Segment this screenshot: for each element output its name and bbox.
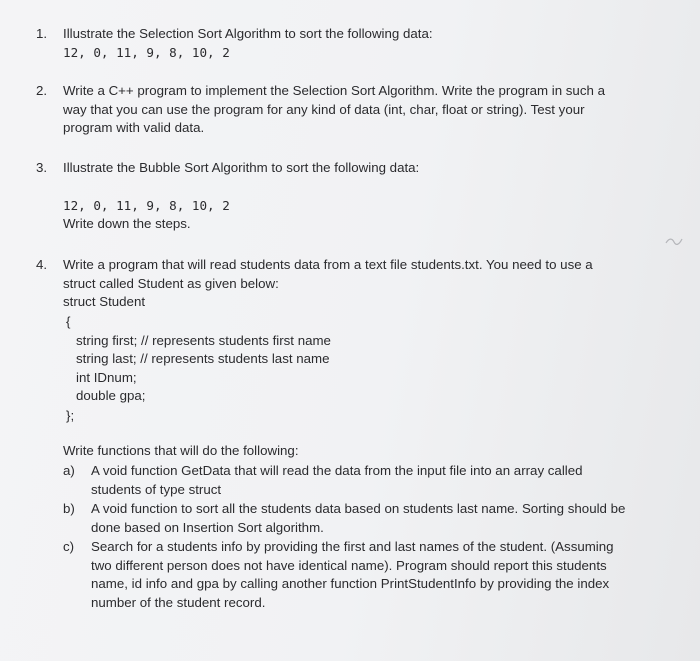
question-line: program with valid data.	[63, 120, 205, 135]
code-line: string last; // represents students last name	[76, 351, 330, 366]
pen-mark	[665, 236, 683, 246]
subitem-line: done based on Insertion Sort algorithm.	[91, 519, 324, 535]
code-line: };	[66, 408, 75, 423]
sort-data: 12, 0, 11, 9, 8, 10, 2	[63, 197, 230, 213]
subitem-line: number of the student record.	[91, 594, 266, 610]
question-number: 2.	[36, 83, 48, 98]
subitem-label: c)	[63, 539, 75, 554]
question-number: 4.	[36, 257, 48, 272]
question-text: Illustrate the Selection Sort Algorithm to sort the following data:	[63, 26, 433, 41]
code-line: {	[66, 314, 71, 329]
code-line: int IDnum;	[76, 369, 137, 385]
question-line: Write a C++ program to implement the Selection Sort Algorithm. Write the program in such a	[63, 83, 605, 98]
code-line: double gpa;	[76, 388, 146, 403]
question-line: struct called Student as given below:	[63, 275, 279, 291]
question-line: struct Student	[63, 294, 146, 309]
question-number: 1.	[36, 26, 48, 41]
subitem-line: students of type struct	[91, 481, 222, 497]
question-text: Illustrate the Bubble Sort Algorithm to sort the following data:	[63, 160, 420, 175]
code-line: string first; // represents students first name	[76, 332, 331, 348]
functions-intro	[63, 442, 299, 461]
question-line: way that you can use the program for any kind of data (int, char, float or string). Test your	[63, 101, 585, 117]
question-number: 3.	[36, 160, 48, 175]
subitem-line: Search for a students info by providing the first and last names of the student. (Assuming	[91, 539, 614, 554]
subitem-label: a)	[63, 463, 75, 478]
question-steps: Write down the steps.	[63, 216, 191, 231]
subitem-line: two different person does not have identical name). Program should report this students	[91, 557, 607, 573]
functions-intro-text: Write functions that will do the following:	[63, 443, 299, 458]
question-line: Write a program that will read students data from a text file students.txt. You need to use a	[63, 257, 593, 272]
sort-data: 12, 0, 11, 9, 8, 10, 2	[63, 44, 230, 60]
subitem-label: b)	[63, 501, 75, 516]
subitem-line: A void function to sort all the students data based on students last name. Sorting should be	[91, 501, 626, 516]
subitem-line: A void function GetData that will read the data from the input file into an array called	[91, 463, 583, 478]
subitem-line: name, id info and gpa by calling another function PrintStudentInfo by providing the index	[91, 576, 610, 591]
